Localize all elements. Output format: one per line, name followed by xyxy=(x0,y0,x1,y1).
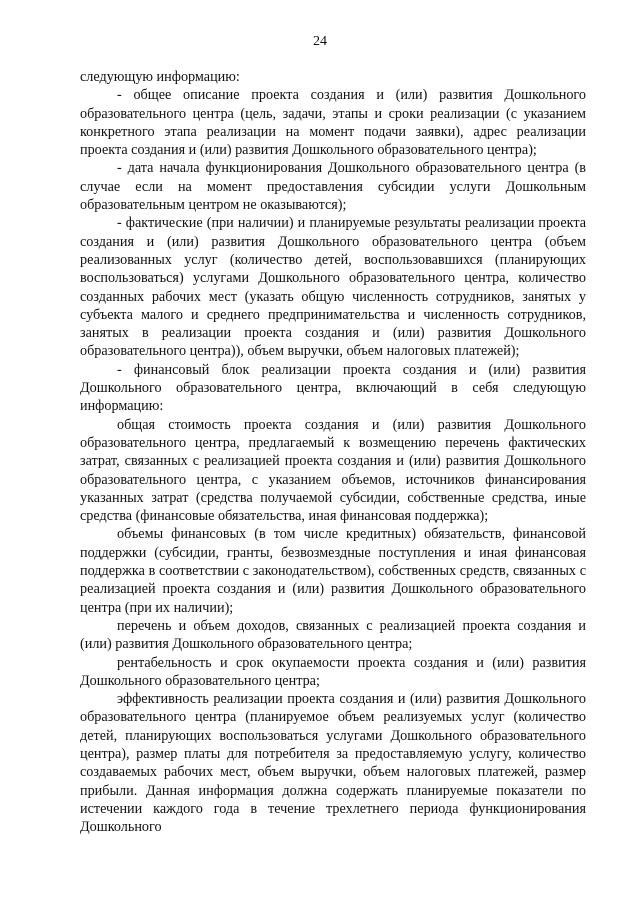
paragraph-total-cost: общая стоимость проекта создания и (или) развития Дошкольного образовательного центра, предлагаемый к возмещению перечень фактических затрат, связанных с реализацией проекта создания и (или) развития Дошкольного образовательного центра, с указанием объемов, источников финансирования указанных затрат (средства получаемой субсидии, собственные средства, иные средства (финансовые обязательства, иная финансовая поддержка); xyxy=(80,416,586,525)
paragraph-general-description: - общее описание проекта создания и (или) развития Дошкольного образовательного центра (цель, задачи, этапы и сроки реализации (с указанием конкретного этапа реализации на момент подачи заявки), адрес реализации проекта создания и (или) развития Дошкольного образовательного центра); xyxy=(80,87,586,159)
paragraph-start-date: - дата начала функционирования Дошкольного образовательного центра (в случае если на момент предоставления субсидии услуги Дошкольным образовательным центром не оказываются); xyxy=(80,160,586,214)
paragraph-obligations: объемы финансовых (в том числе кредитных) обязательств, финансовой поддержки (субсидии, гранты, безвозмездные поступления и иная финансовая поддержка в соответствии с законодательством), собственных средств, связанных с реализацией проекта создания и (или) развития Дошкольного образовательного центра (при их наличии); xyxy=(80,526,586,616)
paragraph-financial-block: - финансовый блок реализации проекта создания и (или) развития Дошкольного образовательного центра, включающий в себя следующую информацию: xyxy=(80,361,586,415)
document-body xyxy=(80,68,586,836)
paragraph-profitability: рентабельность и срок окупаемости проекта создания и (или) развития Дошкольного образовательного центра; xyxy=(80,654,586,689)
page-number: 24 xyxy=(313,34,327,49)
paragraph-efficiency: эффективность реализации проекта создания и (или) развития Дошкольного образовательного центра (планируемое объем реализуемых услуг (количество детей, планирующих воспользоваться услугами Дошкольного образовательного центра), размер платы для потребителя за предоставляемую услугу, количество создаваемых рабочих мест, объем выручки, объем налоговых платежей, размер прибыли. Данная информация должна содержать планируемые показатели по истечении каждого года в течение трехлетнего периода функционирования Дошкольного xyxy=(80,691,586,836)
paragraph-results: - фактические (при наличии) и планируемые результаты реализации проекта создания и (или) развития Дошкольного образовательного центра (объем реализованных услуг (количество детей, воспользовавшихся (планирующих воспользоваться) услугами Дошкольного образовательного центра, количество созданных рабочих мест (указать общую численность сотрудников, занятых у субъекта малого и среднего предпринимательства и численность сотрудников, занятых в реализации проекта создания и (или) развития Дошкольного образовательного центра)), объем выручки, объем налоговых платежей); xyxy=(80,215,586,360)
paragraph-income: перечень и объем доходов, связанных с реализацией проекта создания и (или) развития Дошкольного образовательного центра; xyxy=(80,617,586,653)
paragraph-intro: следующую информацию: xyxy=(80,69,240,85)
